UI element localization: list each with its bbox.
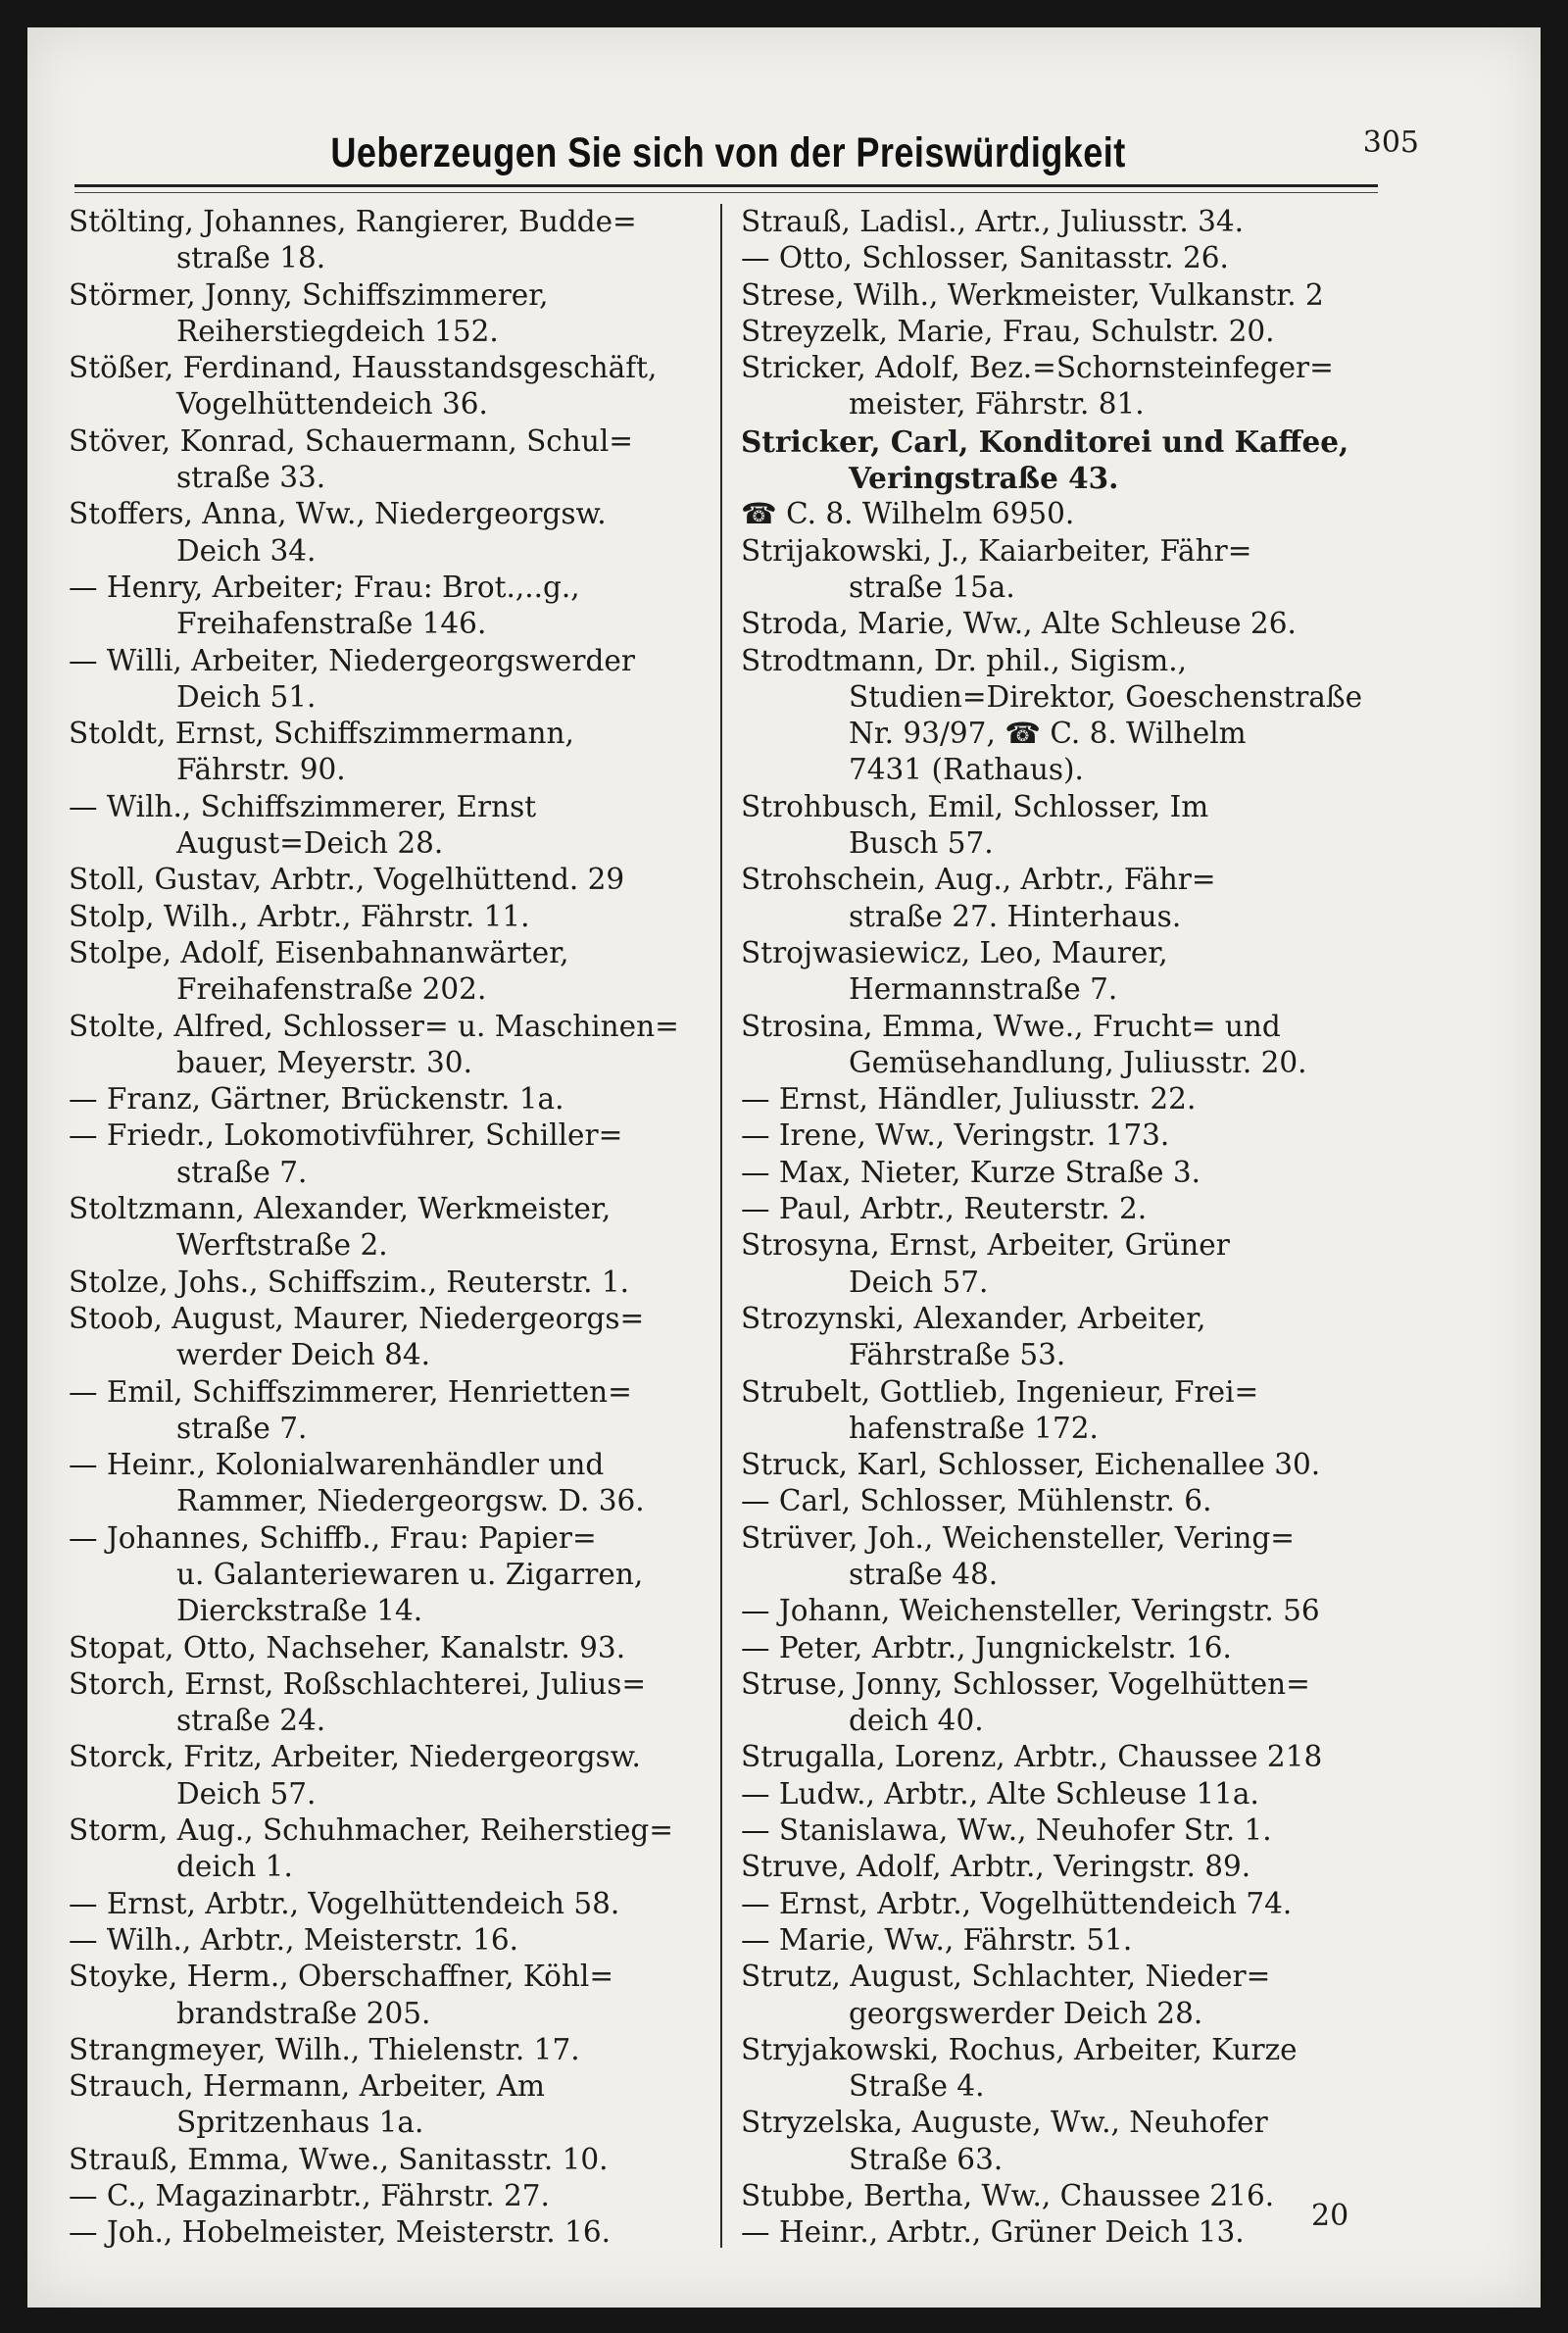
entry-line: Storck, Fritz, Arbeiter, Niedergeorgsw. (69, 1740, 641, 1774)
entry-line: Strugalla, Lorenz, Arbtr., Chaussee 218 (741, 1740, 1323, 1774)
directory-entry (69, 643, 706, 717)
directory-entry (69, 423, 706, 497)
entry-line: Strojwasiewicz, Leo, Maurer, (741, 935, 1168, 969)
column-divider (720, 204, 722, 2248)
directory-entry (741, 240, 1407, 276)
entry-continuation: deich 40. (849, 1704, 984, 1738)
directory-entry (69, 277, 706, 351)
directory-entry (69, 1374, 706, 1448)
entry-line: Stryjakowski, Rochus, Arbeiter, Kurze (741, 2032, 1298, 2066)
entry-line: Strosina, Emma, Wwe., Frucht= und (741, 1009, 1281, 1043)
header-rule (74, 184, 1378, 187)
directory-entry (69, 496, 706, 570)
entry-continuation: Werftstraße 2. (176, 1228, 388, 1263)
entry-line: Strauch, Hermann, Arbeiter, Am (69, 2069, 546, 2104)
entry-line: — Johannes, Schiffb., Frau: Papier= (69, 1520, 597, 1555)
entry-line: — Johann, Weichensteller, Veringstr. 56 (741, 1594, 1320, 1628)
entry-line: Storm, Aug., Schuhmacher, Reiherstieg= (69, 1813, 674, 1848)
directory-entry (69, 1959, 706, 2032)
directory-page (27, 27, 1541, 2308)
entry-line: Strodtmann, Dr. phil., Sigism., (741, 643, 1187, 677)
entry-continuation: Busch 57. (849, 826, 994, 861)
entry-line: Stolte, Alfred, Schlosser= u. Maschinen= (69, 1009, 679, 1043)
directory-entry (69, 862, 706, 898)
directory-entry (69, 350, 706, 423)
directory-entry (69, 899, 706, 935)
directory-entry (741, 204, 1407, 240)
entry-continuation: straße 7. (176, 1155, 308, 1189)
directory-entry (741, 1959, 1407, 2032)
directory-entry (741, 643, 1407, 789)
page-number: 305 (1362, 125, 1419, 160)
directory-entry (741, 935, 1407, 1009)
entry-line: — Peter, Arbtr., Jungnickelstr. 16. (741, 1630, 1232, 1664)
directory-entry (741, 423, 1407, 497)
directory-entry (741, 2214, 1407, 2251)
entry-continuation: Deich 57. (849, 1265, 989, 1299)
entry-line: Strauß, Emma, Wwe., Sanitasstr. 10. (69, 2142, 609, 2176)
directory-entry (741, 1374, 1407, 1448)
entry-continuation: werder Deich 84. (176, 1338, 430, 1372)
directory-entry (741, 1776, 1407, 1812)
directory-entry (69, 1081, 706, 1117)
entry-continuation: Freihafenstraße 146. (176, 607, 487, 641)
entry-line: Struve, Adolf, Arbtr., Veringstr. 89. (741, 1850, 1251, 1884)
directory-entry (69, 789, 706, 863)
entry-continuation: straße 15a. (849, 570, 1015, 604)
directory-entry (69, 2178, 706, 2214)
entry-continuation: Reiherstiegdeich 152. (176, 314, 499, 348)
entry-line: — Ernst, Arbtr., Vogelhüttendeich 74. (741, 1886, 1293, 1920)
entry-line: — C., Magazinarbtr., Fährstr. 27. (69, 2179, 550, 2213)
entry-line: — Franz, Gärtner, Brückenstr. 1a. (69, 1082, 564, 1117)
entry-line: Stoltzmann, Alexander, Werkmeister, (69, 1192, 612, 1226)
entry-line: Struck, Karl, Schlosser, Eichenallee 30. (741, 1448, 1321, 1482)
directory-entry (69, 1447, 706, 1520)
entry-line: Stroda, Marie, Ww., Alte Schleuse 26. (741, 607, 1297, 641)
entry-continuation: Gemüsehandlung, Juliusstr. 20. (849, 1045, 1307, 1079)
entry-continuation: Veringstraße 43. (849, 461, 1119, 496)
entry-line: — Wilh., Schiffszimmerer, Ernst (69, 789, 537, 823)
entry-line: Stubbe, Bertha, Ww., Chaussee 216. (741, 2179, 1275, 2213)
directory-entry (741, 1593, 1407, 1629)
entry-line: Stoldt, Ernst, Schiffszimmermann, (69, 717, 574, 751)
entry-line: Strosyna, Ernst, Arbeiter, Grüner (741, 1228, 1230, 1263)
entry-line: Stricker, Adolf, Bez.=Schornsteinfeger= (741, 351, 1334, 385)
directory-entry (741, 1447, 1407, 1483)
entry-line: — Paul, Arbtr., Reuterstr. 2. (741, 1192, 1148, 1226)
entry-line: Stricker, Carl, Konditorei und Kaffee, (741, 423, 1349, 459)
directory-entry (741, 606, 1407, 642)
directory-entry (69, 1666, 706, 1740)
signature-mark: 20 (1311, 2199, 1349, 2233)
entry-line: Strutz, August, Schlachter, Nieder= (741, 1960, 1271, 1994)
entry-continuation: Nr. 93/97, ☎ C. 8. Wilhelm (849, 717, 1247, 751)
directory-entry (741, 496, 1407, 532)
entry-line: Strozynski, Alexander, Arbeiter, (741, 1301, 1206, 1335)
entry-line: Stößer, Ferdinand, Hausstandsgeschäft, (69, 351, 658, 385)
directory-entry (69, 1265, 706, 1301)
entry-line: — Max, Nieter, Kurze Straße 3. (741, 1155, 1201, 1189)
entry-continuation: Vogelhüttendeich 36. (176, 387, 488, 422)
directory-entry (741, 1630, 1407, 1666)
left-column (69, 204, 706, 2252)
entry-line: Storch, Ernst, Roßschlachterei, Julius= (69, 1666, 647, 1701)
directory-entry (741, 1301, 1407, 1374)
entry-line: Strese, Wilh., Werkmeister, Vulkanstr. 2 (741, 277, 1324, 312)
directory-entry (69, 2142, 706, 2178)
entry-line: — Heinr., Arbtr., Grüner Deich 13. (741, 2215, 1245, 2250)
directory-entry (741, 1191, 1407, 1227)
directory-entry (741, 789, 1407, 863)
entry-line: Strauß, Ladisl., Artr., Juliusstr. 34. (741, 205, 1245, 238)
entry-line: — Emil, Schiffszimmerer, Henrietten= (69, 1374, 632, 1409)
directory-entry (741, 1739, 1407, 1775)
directory-entry (69, 570, 706, 643)
directory-entry (741, 1886, 1407, 1922)
entry-line: Stoob, August, Maurer, Niedergeorgs= (69, 1301, 645, 1335)
entry-continuation: Fährstr. 90. (176, 753, 346, 787)
entry-line: Stopat, Otto, Nachseher, Kanalstr. 93. (69, 1630, 626, 1664)
entry-line: — Wilh., Arbtr., Meisterstr. 16. (69, 1922, 518, 1957)
directory-entry (741, 1155, 1407, 1191)
entry-continuation: Straße 63. (849, 2142, 1004, 2176)
directory-entry (741, 2032, 1407, 2106)
entry-line: Strubelt, Gottlieb, Ingenieur, Frei= (741, 1374, 1259, 1409)
header-rule-thin (74, 192, 1378, 193)
entry-line: — Heinr., Kolonialwarenhändler und (69, 1448, 605, 1482)
right-column (741, 204, 1407, 2252)
entry-continuation: Deich 57. (176, 1776, 317, 1811)
directory-entry (741, 1922, 1407, 1959)
directory-entry (69, 1886, 706, 1922)
directory-entry (741, 1009, 1407, 1082)
directory-entry (741, 1483, 1407, 1519)
directory-entry (741, 314, 1407, 350)
entry-line: — Willi, Arbeiter, Niedergeorgswerder (69, 643, 635, 677)
entry-line: Stoffers, Anna, Ww., Niedergeorgsw. (69, 497, 607, 531)
entry-continuation: Studien=Direktor, Goeschenstraße (849, 679, 1363, 714)
entry-continuation: straße 7. (176, 1411, 308, 1445)
directory-entry (69, 2032, 706, 2068)
directory-entry (69, 1739, 706, 1812)
entry-continuation: straße 48. (849, 1557, 999, 1591)
entry-line: — Henry, Arbeiter; Frau: Brot.,..g., (69, 570, 580, 604)
entry-line: — Joh., Hobelmeister, Meisterstr. 16. (69, 2215, 611, 2250)
entry-line: Strohbusch, Emil, Schlosser, Im (741, 789, 1209, 823)
directory-entry (741, 1666, 1407, 1740)
directory-entry (741, 533, 1407, 607)
entry-continuation: Straße 4. (849, 2069, 985, 2104)
entry-continuation: Dierckstraße 14. (176, 1594, 423, 1628)
directory-entry (741, 277, 1407, 314)
entry-line: Stolpe, Adolf, Eisenbahnanwärter, (69, 935, 569, 969)
directory-entry (69, 1301, 706, 1374)
entry-line: Strohschein, Aug., Arbtr., Fähr= (741, 863, 1216, 897)
directory-entry (741, 2178, 1407, 2214)
entry-line: Stolp, Wilh., Arbtr., Fährstr. 11. (69, 899, 530, 933)
directory-entry (69, 1191, 706, 1265)
entry-line: Stoyke, Herm., Oberschaffner, Köhl= (69, 1960, 614, 1994)
entry-line: Stolze, Johs., Schiffszim., Reuterstr. 1. (69, 1265, 630, 1299)
entry-continuation: straße 27. Hinterhaus. (849, 899, 1182, 933)
entry-line: Stölting, Johannes, Rangierer, Budde= (69, 205, 637, 238)
entry-line: Störmer, Jonny, Schiffszimmerer, (69, 277, 549, 312)
page-header (76, 96, 1419, 194)
directory-entry (741, 1081, 1407, 1117)
entry-continuation: georgswerder Deich 28. (849, 1996, 1203, 2030)
entry-continuation: hafenstraße 172. (849, 1411, 1099, 1445)
entry-continuation: August=Deich 28. (176, 826, 444, 861)
directory-entry (741, 862, 1407, 935)
entry-line: — Ernst, Händler, Juliusstr. 22. (741, 1082, 1197, 1117)
entry-continuation: straße 24. (176, 1704, 326, 1738)
entry-line: — Ernst, Arbtr., Vogelhüttendeich 58. (69, 1886, 620, 1920)
entry-line: Strüver, Joh., Weichensteller, Vering= (741, 1520, 1295, 1555)
directory-entry (69, 935, 706, 1009)
entry-line: — Carl, Schlosser, Mühlenstr. 6. (741, 1484, 1212, 1518)
directory-entry (741, 1117, 1407, 1154)
entry-line: Strijakowski, J., Kaiarbeiter, Fähr= (741, 533, 1252, 568)
entry-line: Struse, Jonny, Schlosser, Vogelhütten= (741, 1666, 1310, 1701)
directory-entry (69, 1009, 706, 1082)
entry-continuation: Freihafenstraße 202. (176, 972, 487, 1007)
directory-entry (69, 1812, 706, 1886)
entry-continuation: Fährstraße 53. (849, 1338, 1066, 1372)
entry-continuation: Spritzenhaus 1a. (176, 2106, 424, 2140)
entry-continuation: 7431 (Rathaus). (849, 753, 1084, 787)
entry-continuation: brandstraße 205. (176, 1996, 431, 2030)
entry-line: Stöver, Konrad, Schauermann, Schul= (69, 423, 633, 458)
entry-line: Strangmeyer, Wilh., Thielenstr. 17. (69, 2032, 580, 2066)
entry-continuation: meister, Fährstr. 81. (849, 387, 1145, 422)
entry-continuation: straße 18. (176, 241, 326, 275)
directory-entry (69, 204, 706, 277)
entry-continuation: Deich 51. (176, 679, 317, 714)
directory-entry (69, 1922, 706, 1959)
entry-line: Stryzelska, Auguste, Ww., Neuhofer (741, 2106, 1268, 2140)
entry-line: — Friedr., Lokomotivführer, Schiller= (69, 1118, 623, 1153)
entry-continuation: Deich 34. (176, 533, 317, 568)
entry-line: — Otto, Schlosser, Sanitasstr. 26. (741, 241, 1229, 275)
entry-line: — Ludw., Arbtr., Alte Schleuse 11a. (741, 1776, 1259, 1811)
directory-entry (741, 1520, 1407, 1594)
entry-line: — Stanislawa, Ww., Neuhofer Str. 1. (741, 1813, 1272, 1848)
directory-entry (69, 2214, 706, 2251)
entry-line: Stoll, Gustav, Arbtr., Vogelhüttend. 29 (69, 863, 625, 897)
directory-entry (69, 716, 706, 789)
entry-line: — Irene, Ww., Veringstr. 173. (741, 1118, 1170, 1153)
directory-entry (741, 1812, 1407, 1849)
directory-entry (69, 1630, 706, 1666)
directory-entry (741, 1227, 1407, 1301)
entry-continuation: straße 33. (176, 461, 326, 495)
directory-entry (741, 2105, 1407, 2178)
directory-entry (69, 2068, 706, 2142)
entry-line: — Marie, Ww., Fährstr. 51. (741, 1922, 1133, 1957)
entry-continuation: Rammer, Niedergeorgsw. D. 36. (176, 1484, 645, 1518)
directory-entry (741, 350, 1407, 423)
directory-entry (741, 1849, 1407, 1885)
entry-continuation: deich 1. (176, 1850, 293, 1884)
entry-continuation: bauer, Meyerstr. 30. (176, 1045, 472, 1079)
directory-entry (69, 1117, 706, 1191)
entry-line: Streyzelk, Marie, Frau, Schulstr. 20. (741, 314, 1275, 348)
entry-continuation: Hermannstraße 7. (849, 972, 1118, 1007)
entry-continuation: u. Galanteriewaren u. Zigarren, (176, 1557, 644, 1591)
directory-entry (69, 1520, 706, 1630)
page-title: Ueberzeugen Sie sich von der Preiswürdigkeit (330, 129, 1126, 176)
entry-line: ☎ C. 8. Wilhelm 6950. (741, 497, 1075, 531)
